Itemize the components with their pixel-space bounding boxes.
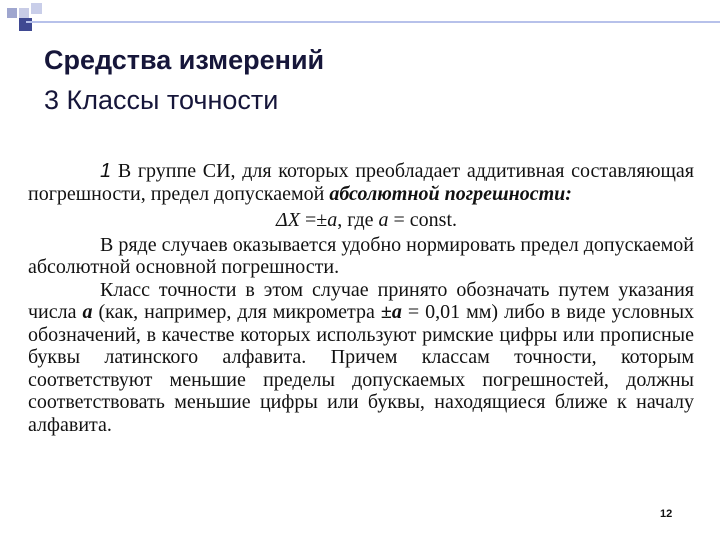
formula-a2: a xyxy=(378,209,389,231)
page-number: 12 xyxy=(660,508,673,520)
para3-text-b: (как, например, для микрометра xyxy=(92,301,381,323)
header-divider-line xyxy=(26,21,720,23)
decorative-squares xyxy=(0,0,720,40)
deco-square-2 xyxy=(19,8,29,18)
formula-mid: , где xyxy=(337,209,379,231)
paragraph-number: 1 xyxy=(100,160,112,182)
paragraph-2: В ряде случаев оказывается удобно нормировать предел допускаемой абсолютной основной погрешности. xyxy=(28,233,694,278)
formula-tail: = const. xyxy=(388,209,457,231)
deco-square-4 xyxy=(31,3,42,14)
paragraph-3 xyxy=(28,279,694,437)
title-sub: 3 Классы точности xyxy=(44,85,279,115)
para1-text: В группе СИ, для которых преобладает аддитивная составляющая погрешности, предел допускаемой xyxy=(28,160,694,205)
deco-square-3 xyxy=(19,18,32,31)
para3-var-a: а xyxy=(82,301,93,323)
formula-line xyxy=(28,209,694,232)
title-main: Средства измерений xyxy=(44,45,325,75)
para1-emphasis: абсолютной погрешности: xyxy=(329,182,572,205)
para3-pm-a: ±а xyxy=(380,301,402,323)
formula-a1: a xyxy=(327,209,338,231)
para3-text-a: Класс точности в этом случае принято обозначать путем указания числа xyxy=(28,278,694,323)
deco-square-1 xyxy=(7,8,17,18)
para3-text-c: = 0,01 мм) либо в виде условных обозначений, в качестве которых используют римские цифры или прописные буквы латинского алфавита. Причем классам точности, которым соответствуют меньшие пределы допускаемых погрешностей, должны соответствовать меньшие цифры или буквы, находящиеся ближе к началу алфавита. xyxy=(28,301,695,436)
formula-eq: =± xyxy=(299,209,328,231)
paragraph-1 xyxy=(28,160,694,205)
slide-title xyxy=(44,40,324,120)
formula-var: ΔX xyxy=(276,209,300,231)
slide-body xyxy=(28,160,694,436)
